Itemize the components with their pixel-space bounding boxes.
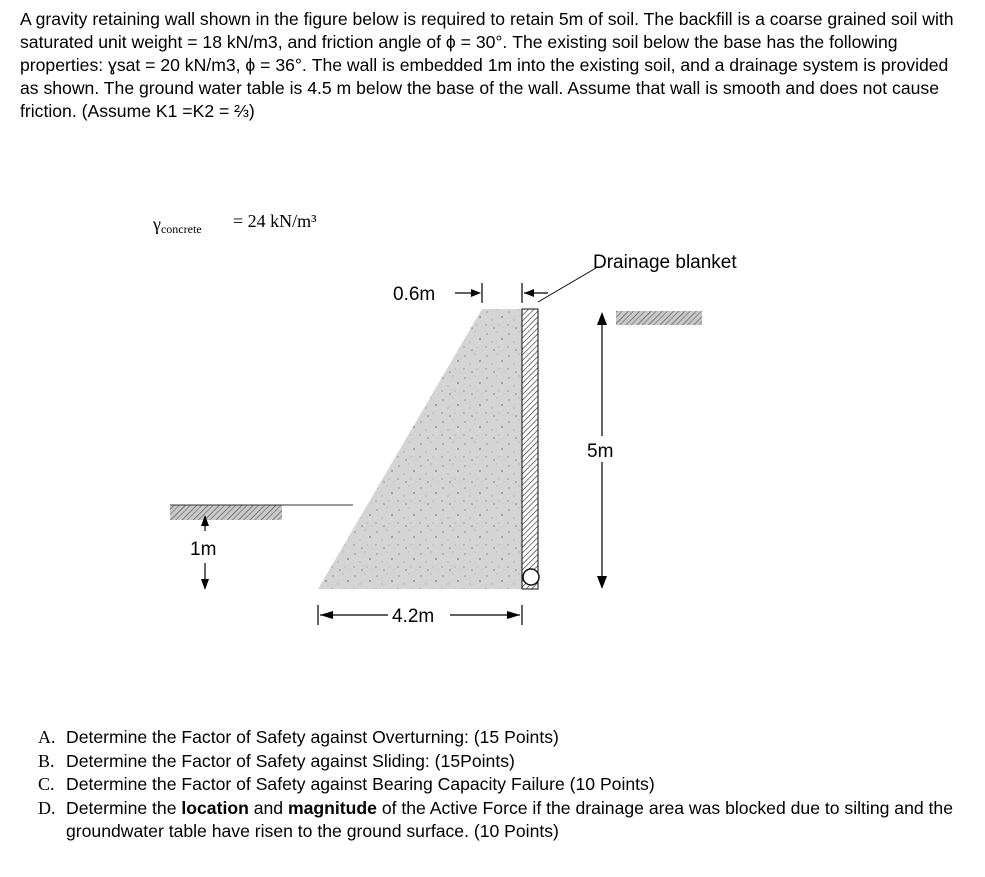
height-arrowhead-top <box>597 312 607 325</box>
question-a <box>38 726 958 750</box>
question-letter: D. <box>38 797 56 818</box>
base-width-label: 4.2m <box>392 606 435 627</box>
question-bold-location: location <box>181 797 249 818</box>
height-label: 5m <box>587 441 614 462</box>
height-arrowhead-bottom <box>597 576 607 589</box>
wall-concrete-body <box>318 309 522 589</box>
question-d <box>38 797 958 844</box>
question-list <box>38 726 958 844</box>
question-letter: B. <box>38 750 55 771</box>
question-text-post: of the Active Force if the drainage area was blocked due to silting and the groundwater table have risen to the ground surface. (10 Points) <box>66 797 953 841</box>
question-c <box>38 773 958 797</box>
base-arrowhead-left <box>320 611 333 619</box>
drainage-blanket-label: Drainage blanket <box>593 252 737 273</box>
drain-pipe <box>523 569 539 585</box>
front-ground-hatch <box>170 505 282 520</box>
problem-statement: A gravity retaining wall shown in the figure below is required to retain 5m of soil. The backfill is a coarse grained soil with saturated unit weight = 18 kN/m3, and friction angle of ϕ = 30°. The existing soil below the base has the following properties: ɣsat = 20 kN/m3, ϕ = 36°. The wall is embedded 1m into the existing soil, and a drainage system is provided as shown. The ground water table is 4.5 m below the base of the wall. Assume that wall is smooth and does not cause friction. (Assume K1 =K2 = ⅔) <box>20 9 954 121</box>
drainage-leader-line <box>538 268 596 302</box>
gamma-concrete-label: γconcrete <box>153 214 202 236</box>
question-text-mid: and <box>248 797 288 818</box>
top-width-arrowhead-right <box>524 289 534 297</box>
top-width-arrowhead-left <box>471 289 481 297</box>
question-bold-magnitude: magnitude <box>287 797 377 818</box>
question-text: Determine the Factor of Safety against Bearing Capacity Failure (10 Points) <box>66 774 655 794</box>
question-text: Determine the Factor of Safety against Overturning: (15 Points) <box>66 727 559 747</box>
top-width-label: 0.6m <box>393 284 436 305</box>
question-text-pre: Determine the <box>66 797 182 818</box>
question-letter: A. <box>38 727 56 747</box>
question-text: Determine the Factor of Safety against Sliding: (15Points) <box>66 750 515 771</box>
embed-label: 1m <box>190 539 217 560</box>
drainage-blanket-strip <box>522 309 538 589</box>
base-arrowhead-right <box>507 611 520 619</box>
question-b <box>38 750 958 774</box>
question-letter: C. <box>38 774 55 794</box>
gamma-concrete-value: = 24 kN/m³ <box>233 211 317 231</box>
backfill-ground-hatch <box>616 311 702 325</box>
embed-arrowhead-bottom <box>201 579 209 590</box>
